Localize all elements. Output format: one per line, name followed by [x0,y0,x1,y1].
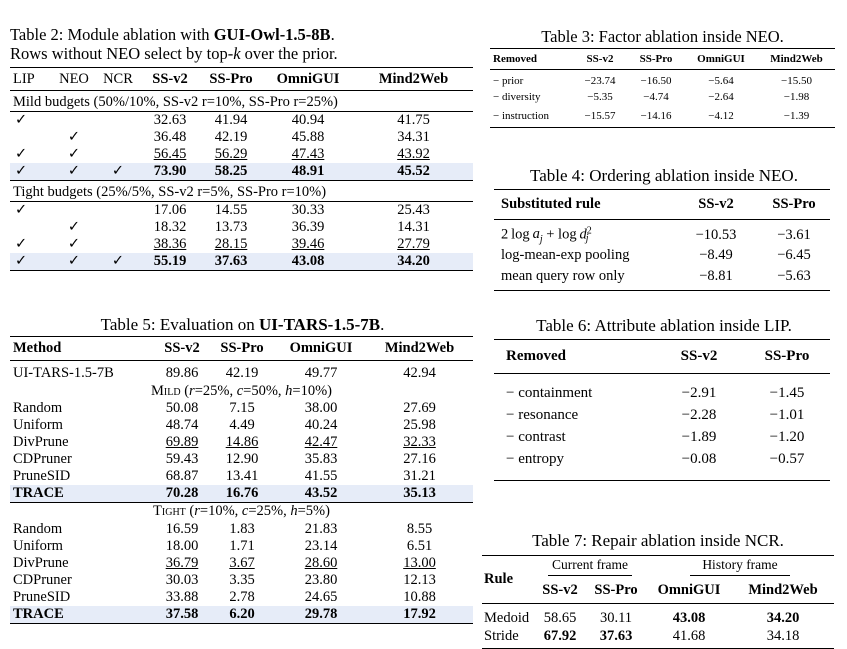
table5-block [10,315,475,624]
table-cell: −16.50 [640,75,672,88]
table-cell: 36.48 [153,129,187,145]
t7-group-current: Current frame [534,556,646,578]
check-mark-icon [52,236,96,253]
check-mark-icon [10,163,52,181]
table-cell: 43.92 [397,146,430,162]
table-cell: −14.16 [640,110,672,123]
table-row [490,106,835,128]
table-cell: 45.88 [291,129,325,145]
t5-mild-section-label [10,383,473,400]
table-cell: DivPrune [13,433,69,450]
check-mark-icon [96,129,140,146]
t6-header-removed: Removed [506,348,566,364]
t7-header-mind2web: Mind2Web [748,581,818,598]
table-cell: 28.15 [214,236,248,252]
table-cell: 18.00 [165,538,199,554]
check-mark-icon [96,112,140,130]
t5-header-method: Method [13,340,62,356]
table-cell: −0.57 [769,450,805,467]
table-row [10,521,473,538]
t6-header-sspro: SS-Pro [764,348,810,364]
table-row [10,112,473,130]
table-row: Medoid 58.65 30.11 43.08 34.20 [484,609,800,626]
table-cell: −1.01 [769,407,805,423]
table-cell: 23.80 [304,572,338,588]
table-cell: 33.88 [165,589,199,605]
t4-header-rule: Substituted rule [501,196,601,212]
table-row [10,468,473,485]
table-cell: TRACE [10,485,156,503]
table-cell: −1.20 [769,429,805,445]
table4-caption: Table 4: Ordering ablation inside NEO. [530,166,798,185]
table-row [494,449,830,481]
table-cell: − contrast [506,429,566,445]
col-header-lip: LIP [13,70,35,87]
table-cell: 13.73 [214,219,248,235]
table-cell: 27.16 [403,450,436,467]
table-cell: 55.19 [140,253,200,271]
table-cell: − instruction [493,110,550,123]
table-cell: 56.29 [214,146,248,162]
table2-caption: Table 2: Module ablation with GUI-Owl-1.5-8B. [10,25,335,44]
table4 [494,189,830,291]
table4-block [494,166,834,291]
table-cell: −1.39 [783,110,810,123]
table2-header-row [10,68,473,91]
table-cell: 25.98 [403,416,436,433]
table-cell: 59.43 [165,450,199,467]
table-cell: 8.55 [406,521,433,537]
table-cell: 32.63 [153,112,187,128]
table2-caption-line2: Rows without NEO select by top-k over the prior. [10,44,338,63]
table-row [10,451,473,468]
table-cell: 41.55 [304,467,338,484]
table-cell: 31.21 [403,467,436,484]
table-cell: 50.08 [165,399,199,416]
table-cell: 34.20 [354,253,473,271]
t5-base-row: UI-TARS-1.5-7B 89.86 42.19 49.77 42.94 [13,365,436,382]
table-cell: − resonance [506,407,579,423]
table-cell: −1.45 [769,384,805,401]
table-cell: −2.64 [708,91,734,103]
t4-header-sspro: SS-Pro [772,196,816,212]
table-cell: 45.52 [354,163,473,181]
check-mark-icon [10,219,52,236]
t2-section-label-row [10,91,473,112]
table-cell: 34.31 [397,129,430,145]
t3-header-mind2web: Mind2Web [770,53,823,65]
table-cell: 35.83 [304,450,338,467]
table-cell: −23.74 [584,75,616,88]
check-mark-icon [10,236,52,253]
t5-mild-label: Mild (r=25%, c=50%, h=10%) [151,382,332,399]
table-cell: −0.08 [681,450,717,467]
check-mark-icon [96,202,140,220]
table-cell: 14.86 [225,433,259,450]
table-cell: − containment [506,384,593,401]
table5 [10,336,473,624]
t5-header-omnigui: OmniGUI [289,340,353,356]
t2-section-label: Mild budgets (50%/10%, SS-v2 r=10%, SS-Pro r=25%) [10,91,473,112]
table-row [10,417,473,434]
table-cell: CDPruner [13,450,72,467]
check-mark-icon [52,253,96,271]
table-cell: 30.03 [165,572,199,588]
table-cell: 41.94 [214,112,248,128]
check-mark-icon [96,146,140,163]
table-cell: 27.79 [397,236,430,252]
t3-header-sspro: SS-Pro [639,53,673,65]
table-row [10,485,473,503]
table-cell: 24.65 [304,589,338,605]
table-row [10,400,473,417]
table-cell: 17.06 [153,202,187,218]
table-cell: Random [13,399,63,416]
check-mark-icon [10,129,52,146]
table-cell: 35.13 [366,485,473,503]
check-mark-icon [96,163,140,181]
table-cell: 13.41 [225,467,259,484]
table-cell: 37.63 [200,253,262,271]
table-cell: 38.00 [304,399,338,416]
table-cell: 6.20 [208,606,276,624]
table-row: log-mean-exp pooling −8.49 −6.45 [501,247,811,264]
table-cell: 17.92 [366,606,473,624]
col-header-omnigui: OmniGUI [276,70,340,87]
table-row [10,236,473,253]
table-cell: −5.35 [587,91,613,103]
table-cell: 14.55 [214,202,248,218]
table-cell: 36.39 [291,219,325,235]
table-cell: 39.46 [291,236,325,252]
table6-caption: Table 6: Attribute ablation inside LIP. [536,316,792,335]
table-cell: Uniform [13,416,63,433]
check-mark-icon [10,112,52,130]
table3 [490,48,835,128]
table-cell: PruneSID [13,467,71,484]
table-row: Stride 67.92 37.63 41.68 34.18 [484,627,800,644]
table-cell: CDPruner [13,572,72,588]
table-cell: 1.83 [229,521,255,537]
table-row [10,163,473,181]
table-cell: 1.71 [229,538,255,554]
t2-section-label: Tight budgets (25%/5%, SS-v2 r=5%, SS-Pro r=10%) [10,181,473,202]
table2 [10,67,473,271]
table-cell: 40.94 [291,112,325,128]
table3-caption: Table 3: Factor ablation inside NEO. [541,27,784,46]
table-cell: 16.76 [208,485,276,503]
table-row [10,555,473,572]
table-cell: − prior [493,75,524,88]
table-row [10,589,473,606]
table6-block [494,316,834,481]
check-mark-icon [96,236,140,253]
check-mark-icon [10,146,52,163]
table-cell: 41.75 [397,112,430,128]
table-cell: 68.87 [165,467,199,484]
t5-header-sspro: SS-Pro [220,340,264,356]
table-cell: 30.33 [291,202,325,218]
t7-group-history: History frame [646,556,834,578]
table-cell: 32.33 [403,433,436,450]
check-mark-icon [52,112,96,130]
table-cell: −15.50 [781,75,812,88]
table-cell: 40.24 [304,416,338,433]
table-cell: 12.13 [403,572,436,588]
col-header-ncr: NCR [103,70,133,87]
table-cell: 48.74 [165,416,199,433]
table-cell: −1.98 [783,91,810,103]
table-cell: −4.12 [708,110,734,123]
table5-caption: Table 5: Evaluation on UI-TARS-1.5-7B. [100,315,385,334]
col-header-sspro: SS-Pro [209,70,253,87]
table-cell: TRACE [10,606,156,624]
check-mark-icon [52,163,96,181]
t4-header-ssv2: SS-v2 [698,196,734,212]
table-cell: 29.78 [276,606,366,624]
table-row [490,70,835,89]
table-cell: Random [13,521,63,537]
t5-header-mind2web: Mind2Web [384,340,455,356]
table-cell: 23.14 [304,538,338,554]
table-cell: 43.08 [262,253,354,271]
table-row [10,538,473,555]
col-header-mind2web: Mind2Web [378,70,449,87]
table-row: 2 $\log a_j + \log d^2_j$ −10.53 −3.61 [494,220,830,246]
table-cell: 43.52 [276,485,366,503]
table-cell: −2.91 [681,384,717,401]
t5-tight-label: Tight (r=10%, c=25%, h=5%) [153,503,330,520]
table-cell: 56.45 [153,146,187,162]
check-mark-icon [10,253,52,271]
table-cell: 4.49 [229,416,255,433]
table-cell: PruneSID [13,589,71,605]
table2-block [10,25,475,271]
table-cell: 38.36 [153,236,187,252]
table-cell: 36.79 [165,555,199,571]
table-cell: Uniform [13,538,63,554]
table-cell: −2.28 [681,407,717,423]
table-cell: − diversity [493,91,541,103]
table-cell: 42.47 [304,433,338,450]
table-cell: 58.25 [200,163,262,181]
t4-formula: 2 $\log a_j + \log d^2_j$ [501,226,592,246]
table-row [10,129,473,146]
t7-header-ssv2: SS-v2 [542,581,578,598]
table-row [10,572,473,589]
check-mark-icon [96,253,140,271]
table-row [10,253,473,271]
table-cell: 37.58 [156,606,208,624]
table-row [494,405,830,427]
table-row [10,146,473,163]
table-row [490,89,835,106]
t7-header-omnigui: OmniGUI [657,581,721,598]
t5-tight-section-label [10,502,473,521]
table3-block [490,27,835,128]
table7-caption: Table 7: Repair ablation inside NCR. [532,531,784,550]
check-mark-icon [52,219,96,236]
table-row [494,427,830,449]
table-cell: 7.15 [229,399,255,416]
check-mark-icon [52,202,96,220]
table-row [10,434,473,451]
t7-header-sspro: SS-Pro [594,581,638,598]
check-mark-icon [10,202,52,220]
col-header-ssv2: SS-v2 [152,70,188,87]
table-cell: −1.89 [681,429,717,445]
table-cell: 47.43 [291,146,325,162]
table-cell: 6.51 [406,538,433,554]
check-mark-icon [96,219,140,236]
t6-header-ssv2: SS-v2 [680,348,718,364]
table-cell: 48.91 [262,163,354,181]
t5-header-ssv2: SS-v2 [164,340,200,356]
table-cell: 10.88 [403,589,436,605]
table-cell: 25.43 [397,202,430,218]
table-cell: 69.89 [165,433,199,450]
t7-header-rule: Rule [482,556,534,604]
table-row [10,219,473,236]
table-cell: 70.28 [156,485,208,503]
table-cell: 28.60 [304,555,338,571]
table-cell: 21.83 [304,521,338,537]
table-cell: 13.00 [403,555,436,571]
table-cell: −5.64 [708,75,734,88]
table-cell: 14.31 [397,219,430,235]
table-row [10,606,473,624]
t3-header-omnigui: OmniGUI [697,53,745,65]
check-mark-icon [52,129,96,146]
table-row [10,202,473,220]
table-cell: 3.67 [229,555,255,571]
table-cell: 42.19 [214,129,248,145]
t3-header-removed: Removed [493,53,537,65]
table-cell: 12.90 [225,450,259,467]
table-cell: 2.78 [229,589,255,605]
t3-header-ssv2: SS-v2 [586,53,614,65]
table7-block [478,531,838,649]
table-cell: −4.74 [643,91,669,103]
table-row: mean query row only −8.81 −5.63 [501,267,811,284]
table-cell: −15.57 [584,110,616,123]
table-cell: 16.59 [165,521,199,537]
table-cell: 73.90 [140,163,200,181]
table7 [482,555,834,649]
table6 [494,339,830,481]
check-mark-icon [52,146,96,163]
t2-section-label-row [10,181,473,202]
table-cell: − entropy [506,450,565,467]
table-cell: 18.32 [153,219,187,235]
table-cell: 3.35 [229,572,255,588]
table-cell: DivPrune [13,555,69,571]
col-header-neo: NEO [59,70,89,87]
table-cell: 27.69 [403,399,436,416]
table-row [494,374,830,405]
